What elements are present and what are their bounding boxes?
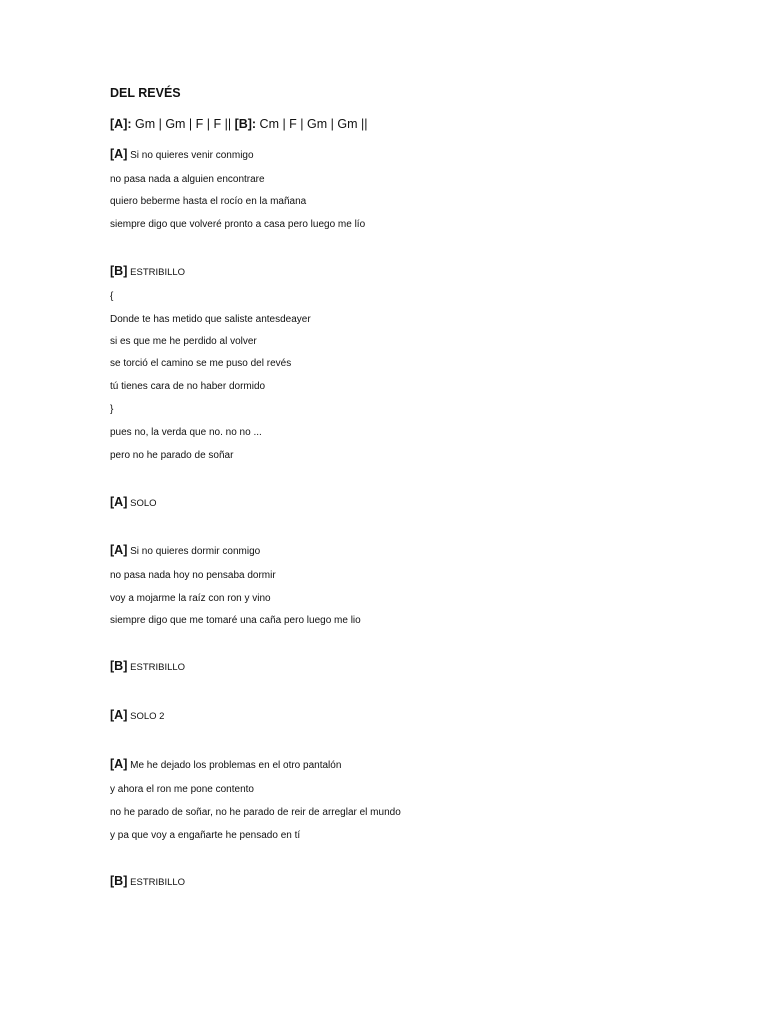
section-label: ESTRIBILLO xyxy=(130,877,186,888)
section-label: SOLO 2 xyxy=(130,711,165,722)
section-label: ESTRIBILLO xyxy=(130,662,186,673)
verse2-first-line xyxy=(110,544,260,558)
lyric-line: quiero beberme hasta el rocío en la mañana xyxy=(110,196,307,207)
lyric-line: Si no quieres dormir conmigo xyxy=(130,546,261,557)
lyric-line: tú tienes cara de no haber dormido xyxy=(110,381,266,392)
section-label: ESTRIBILLO xyxy=(130,267,186,278)
lyric-line: voy a mojarme la raíz con ron y vino xyxy=(110,593,271,604)
lyric-line: si es que me he perdido al volver xyxy=(110,336,257,347)
section-tag: [A] xyxy=(110,495,128,509)
section-tag: [A] xyxy=(110,147,128,161)
section-tag: [A] xyxy=(110,708,128,722)
lyric-line: no pasa nada hoy no pensaba dormir xyxy=(110,570,276,581)
solo2-header xyxy=(110,709,164,723)
section-tag: [A] xyxy=(110,757,128,771)
chorus3-header xyxy=(110,875,185,889)
lyric-line: } xyxy=(110,404,114,415)
lyric-line: y ahora el ron me pone contento xyxy=(110,784,254,795)
section-tag: [B] xyxy=(110,874,128,888)
lyric-line: { xyxy=(110,291,114,302)
section-tag: [A] xyxy=(110,543,128,557)
lyric-line: Donde te has metido que saliste antesdeayer xyxy=(110,314,311,325)
lyric-line: no he parado de soñar, no he parado de reir de arreglar el mundo xyxy=(110,807,401,818)
lyric-line: siempre digo que me tomaré una caña pero luego me lio xyxy=(110,615,361,626)
lyric-line: y pa que voy a engañarte he pensado en tí xyxy=(110,830,301,841)
chord-section-b: Cm | F | Gm | Gm || xyxy=(256,117,368,131)
section-tag: [B] xyxy=(110,264,128,278)
chord-progression xyxy=(110,117,367,132)
solo1-header xyxy=(110,496,157,510)
section-tag: [B] xyxy=(110,659,128,673)
chord-section-b-tag: [B]: xyxy=(234,117,257,131)
section-label: SOLO xyxy=(130,498,157,509)
chord-section-a: Gm | Gm | F | F || xyxy=(131,117,235,131)
chorus1-header xyxy=(110,265,185,279)
lyric-line: se torció el camino se me puso del revés xyxy=(110,358,292,369)
lyric-line: pero no he parado de soñar xyxy=(110,450,234,461)
lyric-line: Me he dejado los problemas en el otro pantalón xyxy=(130,760,342,771)
lyric-line: no pasa nada a alguien encontrare xyxy=(110,174,265,185)
lyric-line: pues no, la verda que no. no no ... xyxy=(110,427,262,438)
song-title: DEL REVÉS xyxy=(110,86,181,100)
lyric-line: Si no quieres venir conmigo xyxy=(130,150,254,161)
verse1-first-line xyxy=(110,148,254,162)
chorus2-header xyxy=(110,660,185,674)
verse3-first-line xyxy=(110,758,341,772)
chord-section-a-tag: [A]: xyxy=(110,117,132,131)
lyric-line: siempre digo que volveré pronto a casa pero luego me lío xyxy=(110,219,366,230)
